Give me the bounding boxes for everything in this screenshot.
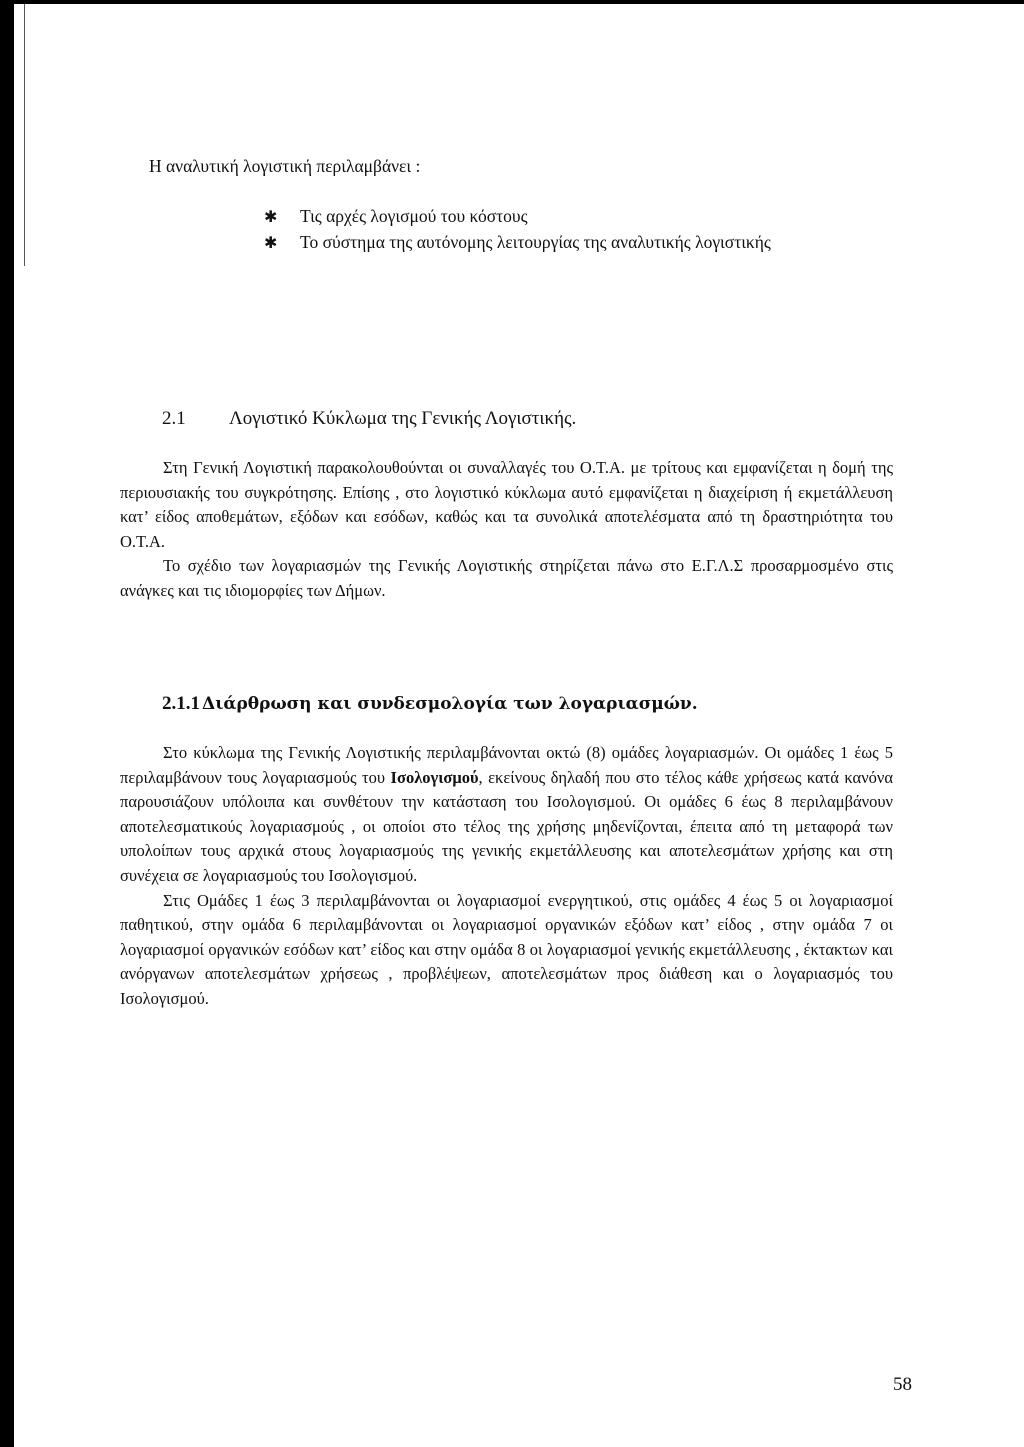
asterisk-bullet-icon: ✱ <box>264 235 278 252</box>
paragraph: Στη Γενική Λογιστική παρακολουθούνται οι συναλλαγές του Ο.Τ.Α. με τρίτους και εμφανίζεται η δομή της περιουσιακής του συγκρότησης. Επίσης , στο λογιστικό κύκλωμα αυτό εμφανίζεται η διαχείριση ή εκμετάλλευση κατ’ είδος αποθεμάτων, εξόδων και εσόδων, καθώς και τα συνολικά αποτελέσματα από τη δραστηριότητα του Ο.Τ.Α. <box>120 458 893 551</box>
section-title: Λογιστικό Κύκλωμα της Γενικής Λογιστικής. <box>229 408 577 429</box>
section-heading-2-1-1 <box>162 693 698 715</box>
section-title: Διάρθρωση και συνδεσμολογία των λογαριασμών. <box>202 694 698 714</box>
paragraph: Το σχέδιο των λογαριασμών της Γενικής Λογιστικής στηρίζεται πάνω στο Ε.Γ.Λ.Σ προσαρμοσμένο στις ανάγκες και τις ιδιομορφίες των Δήμων. <box>120 556 893 600</box>
page-number: 58 <box>893 1374 912 1395</box>
bullet-list <box>264 204 771 256</box>
section-2-1-body <box>120 456 893 604</box>
paragraph <box>120 741 893 889</box>
section-2-1-1-body <box>120 741 893 1012</box>
paragraph: Στις Ομάδες 1 έως 3 περιλαμβάνονται οι λογαριασμοί ενεργητικού, στις ομάδες 4 έως 5 οι λογαριασμοί παθητικού, στην ομάδα 6 περιλαμβάνονται οι λογαριασμοί οργανικών εξόδων κατ’ είδος , στην ομάδα 7 οι λογαριασμοί οργανικών εσόδων κατ’ είδος και στην ομάδα 8 οι λογαριασμοί γενικής εκμετάλλευσης , έκτακτων και ανόργανων αποτελεσμάτων χρήσεως , προβλέψεων, αποτελεσμάτων προς διάθεση και ο λογαριασμός του Ισολογισμού. <box>120 890 893 1008</box>
bold-term: Ισολογισμού <box>390 767 479 787</box>
section-heading-2-1 <box>162 408 576 430</box>
section-number: 2.1 <box>162 408 186 429</box>
intro-text: Η αναλυτική λογιστική περιλαμβάνει : <box>149 156 421 176</box>
paragraph-text: , εκείνους δηλαδή που στο τέλος κάθε χρήσεως κατά κανόνα παρουσιάζουν υπόλοιπα και συνθέτουν την κατάσταση του Ισολογισμού. Οι ομάδες 6 έως 8 περιλαμβάνουν αποτελεσματικούς λογαριασμούς , οι οποίοι στο τέλος της χρήσης μηδενίζονται, έπειτα από τη μεταφορά των υπολοίπων τους αρχικά στους λογαριασμούς της γενικής εκμετάλλευσης και αποτελεσμάτων χρήσης και στη συνέχεια σε λογαριασμούς του Ισολογισμού. <box>120 767 894 885</box>
asterisk-bullet-icon: ✱ <box>264 209 278 226</box>
bullet-item <box>264 230 771 256</box>
bullet-text: Τις αρχές λογισμού του κόστους <box>300 206 528 226</box>
section-number: 2.1.1 <box>162 693 200 714</box>
scan-edge-line <box>24 4 25 266</box>
bullet-text: Το σύστημα της αυτόνομης λειτουργίας της αναλυτικής λογιστικής <box>300 232 771 252</box>
paragraph-text: Στο κύκλωμα της Γενικής Λογιστικής περιλαμβάνονται οκτώ (8) ομάδες λογαριασμών. Οι ομάδες 1 έως 5 περιλαμβάνουν τους λογαριασμούς του <box>120 743 893 787</box>
document-page <box>14 4 1024 1447</box>
bullet-item <box>264 204 771 230</box>
